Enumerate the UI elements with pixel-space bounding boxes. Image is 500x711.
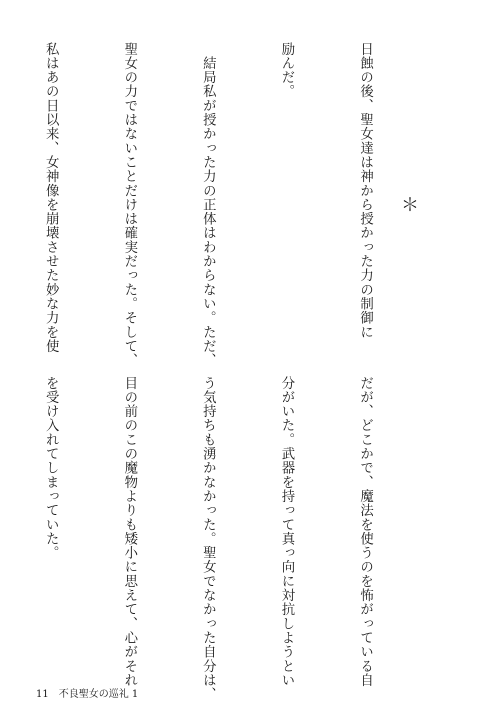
text-line: 聖女の力ではないことだけは確実だった。そして、 [121, 42, 137, 368]
text-block-upper [0, 42, 430, 368]
text-line: だが、どこかで、魔法を使うのを怖がっている自 [357, 376, 373, 688]
text-line: 日蝕の後、聖女達は神から授かった力の制御に [357, 42, 373, 340]
page-footer [36, 689, 138, 701]
text-line: 励んだ。 [278, 42, 294, 99]
text-line: 結局私が授かった力の正体はわからない。ただ、 [200, 42, 216, 368]
text-line: 分がいた。武器を持って真っ向に対抗しようとい [278, 376, 294, 688]
text-line: 私はあの日以来、女神像を崩壊させた妙な力を使 [43, 42, 59, 354]
text-line: う気持ちも湧かなかった。聖女でなかった自分は、 [200, 376, 216, 702]
book-title: 不良聖女の巡礼 1 [58, 689, 139, 700]
page-number: 11 [36, 689, 49, 700]
text-line: 目の前のこの魔物よりも矮小に思えて、心がそれ [121, 376, 137, 688]
text-line: を受け入れてしまっていた。 [43, 376, 59, 560]
section-separator: ＊ [401, 195, 419, 216]
